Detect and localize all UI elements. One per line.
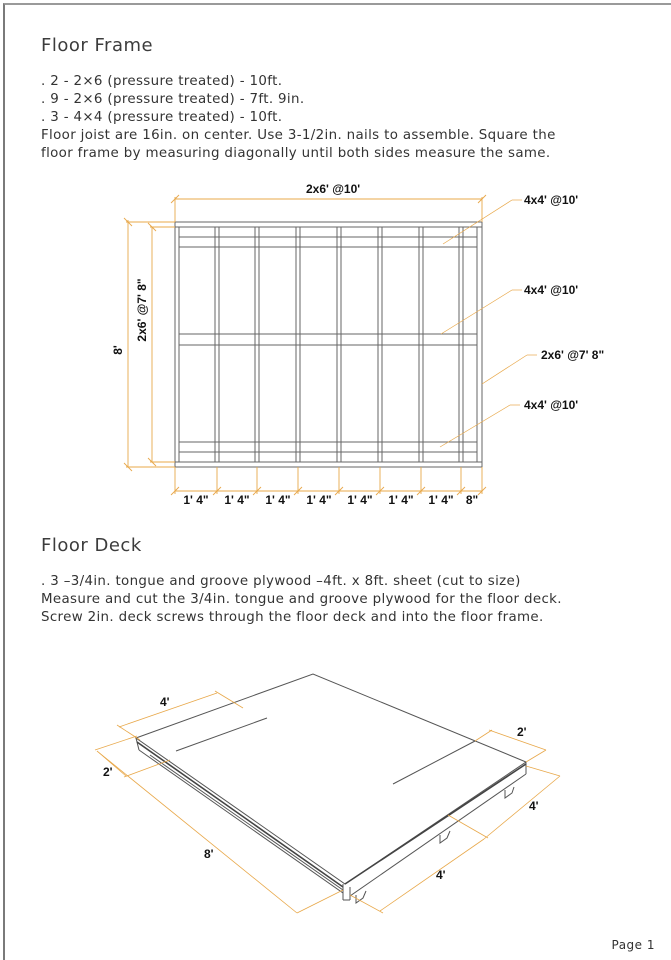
deck-right-mid-label: 4' (529, 799, 539, 813)
instruction-line: Floor joist are 16in. on center. Use 3-1/2in. nails to assemble. Square the (41, 128, 556, 143)
floor-deck-heading: Floor Deck (41, 535, 142, 556)
frame-drawing (175, 222, 482, 467)
material-line: . 3 –3/4in. tongue and groove plywood –4ft. x 8ft. sheet (cut to size) (41, 574, 521, 589)
deck-left-long-label: 8' (204, 847, 214, 861)
spacing-label: 1' 4" (265, 493, 291, 507)
callout-label: 4x4' @10' (524, 283, 579, 297)
spacing-label: 8" (465, 493, 479, 507)
material-line: . 2 - 2×6 (pressure treated) - 10ft. (41, 74, 283, 89)
spacing-label: 1' 4" (388, 493, 414, 507)
spacing-label: 1' 4" (347, 493, 373, 507)
deck-top-left-label: 4' (160, 695, 170, 709)
material-line: . 9 - 2×6 (pressure treated) - 7ft. 9in. (41, 92, 305, 107)
left-inner-dimension-label: 2x6' @7' 8" (135, 278, 149, 342)
left-outer-dimension-label: 8' (111, 345, 125, 355)
instruction-line: floor frame by measuring diagonally until both sides measure the same. (41, 146, 551, 161)
page-number: Page 1 (611, 938, 655, 952)
spacing-label: 1' 4" (183, 493, 209, 507)
callout-label: 4x4' @10' (524, 193, 579, 207)
deck-front-label: 4' (436, 868, 446, 882)
callout-label: 2x6' @7' 8" (541, 348, 605, 362)
deck-drawing (136, 674, 526, 903)
callout-label: 4x4' @10' (524, 398, 579, 412)
instruction-line: Measure and cut the 3/4in. tongue and groove plywood for the floor deck. (41, 592, 562, 607)
deck-right-top-label: 2' (517, 725, 527, 739)
deck-left-short-label: 2' (103, 765, 113, 779)
blocking-bands (179, 237, 477, 452)
instruction-line: Screw 2in. deck screws through the floor deck and into the floor frame. (41, 610, 544, 625)
spacing-label: 1' 4" (306, 493, 332, 507)
spacing-label: 1' 4" (428, 493, 454, 507)
material-line: . 3 - 4×4 (pressure treated) - 10ft. (41, 110, 283, 125)
spacing-label: 1' 4" (224, 493, 250, 507)
floor-frame-heading: Floor Frame (41, 35, 154, 56)
top-dimension-label: 2x6' @10' (306, 182, 361, 196)
floor-deck-text (41, 573, 562, 627)
